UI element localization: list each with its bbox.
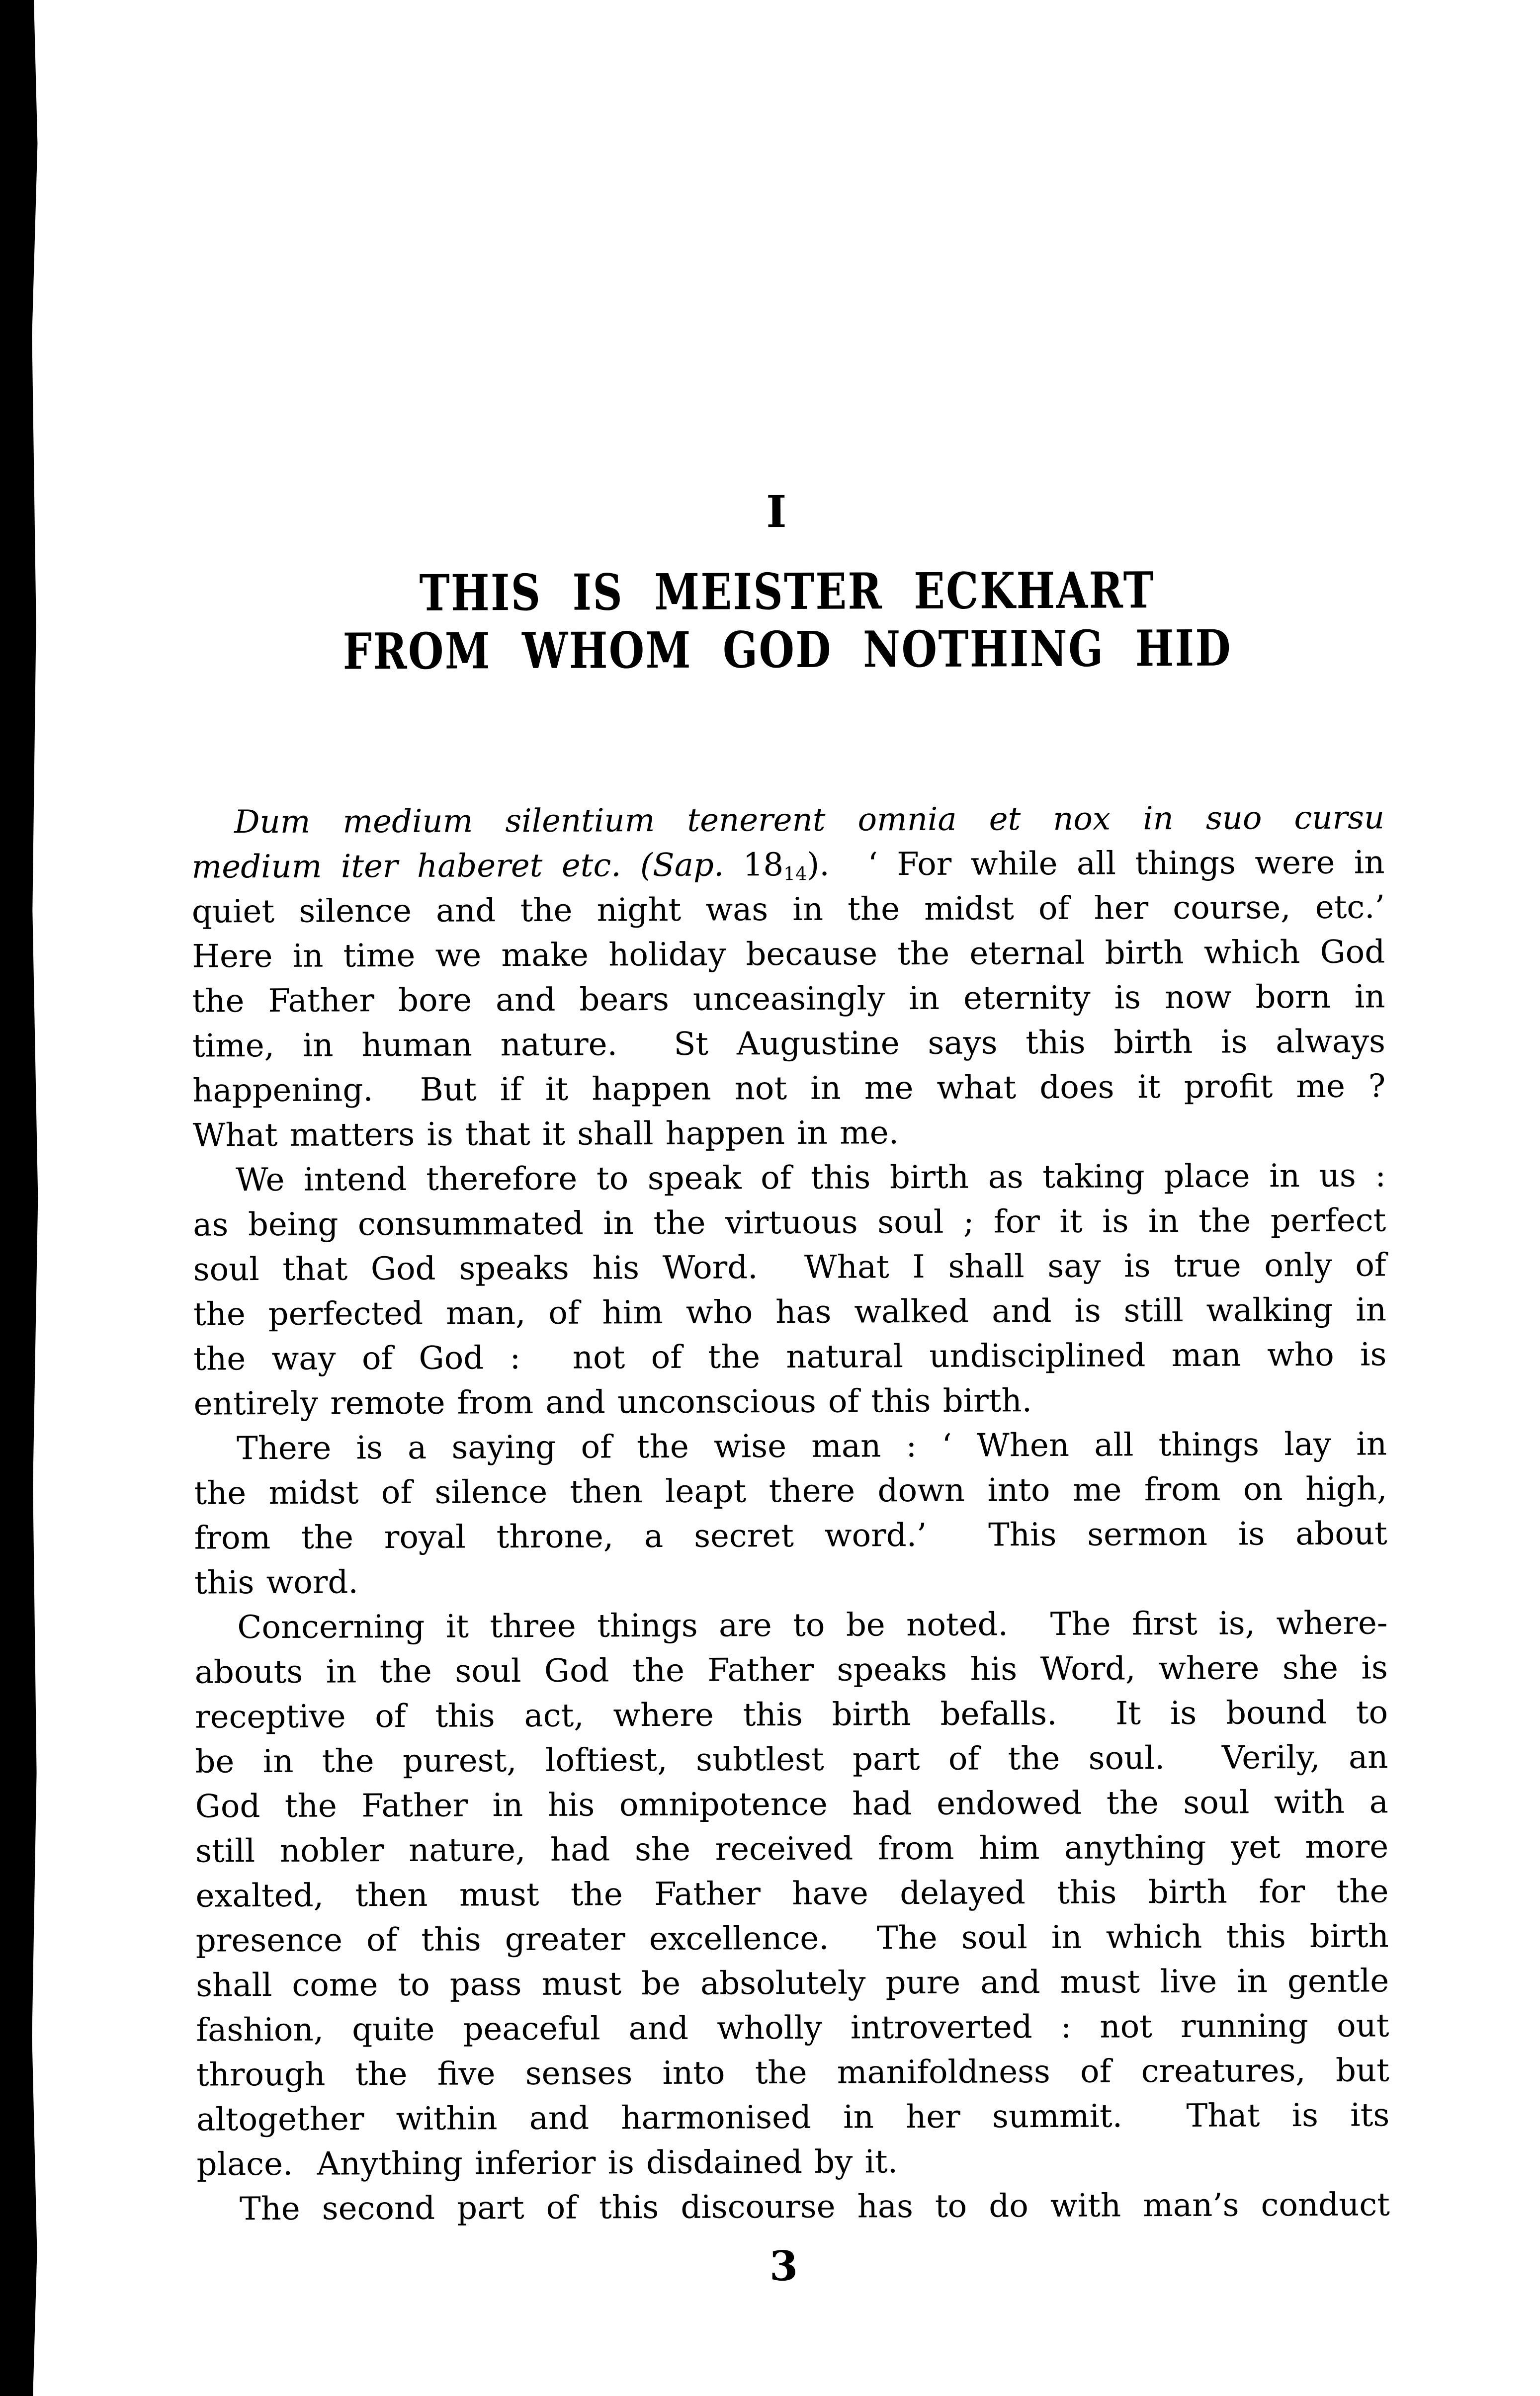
- body-text-run: from the royal throne, a secret word.’ This sermon is about: [194, 1515, 1387, 1557]
- body-line: [196, 1914, 1389, 1963]
- body-text-run: this word.: [194, 1564, 358, 1602]
- body-text-run: the Father bore and bears unceasingly in eternity is now born in: [192, 978, 1385, 1020]
- body-text-run: medium iter haberet etc. (Sap.: [191, 847, 743, 886]
- body-text-run: exalted, then must the Father have delayed this birth for the: [195, 1873, 1389, 1915]
- body-line: [195, 1824, 1388, 1874]
- body-text-run: fashion, quite peaceful and wholly introverted : not running out: [196, 2007, 1389, 2049]
- body-text-run: God the Father in his omnipotence had endowed the soul with a: [195, 1784, 1388, 1825]
- body-text: [191, 795, 1390, 2231]
- body-line: [193, 1287, 1386, 1337]
- body-text-run: quiet silence and the night was in the midst of her course, etc.’: [191, 889, 1385, 931]
- body-text-run: soul that God speaks his Word. What I shall say is true only of: [193, 1247, 1386, 1288]
- body-text-run: as being consummated in the virtuous soul ; for it is in the perfect: [193, 1202, 1386, 1244]
- body-text-run: 18: [743, 847, 784, 884]
- body-text-run: abouts in the soul God the Father speaks his Word, where she is: [194, 1649, 1388, 1691]
- body-text-run: presence of this greater excellence. The soul in which this birth: [195, 1918, 1389, 1960]
- body-text-run: Concerning it three things are to be noted. The first is, where-: [237, 1605, 1388, 1646]
- body-text-run: happening. But if it happen not in me what does it profit me ?: [192, 1068, 1386, 1110]
- body-text-run: The second part of this discourse has to do with man’s conduct: [239, 2186, 1390, 2228]
- body-text-run: place. Anything inferior is disdained by it.: [196, 2143, 898, 2183]
- body-line: [194, 1466, 1387, 1516]
- body-line: [197, 2182, 1390, 2231]
- body-text-run: There is a saying of the wise man : ‘ When all things lay in: [236, 1426, 1387, 1467]
- body-line: [192, 1064, 1385, 1113]
- body-text-run: We intend therefore to speak of this birth as taking place in us :: [235, 1157, 1386, 1199]
- chapter-title-line-2: FROM WHOM GOD NOTHING HID: [342, 618, 1232, 681]
- body-line: [195, 1690, 1388, 1739]
- body-text-run: ). ‘ For while all things were in: [807, 844, 1385, 883]
- body-text-run: entirely remote from and unconscious of this birth.: [193, 1382, 1032, 1423]
- body-line: [191, 840, 1384, 889]
- body-text-run: through the five senses into the manifoldness of creatures, but: [196, 2052, 1390, 2094]
- body-text-run: altogether within and harmonised in her summit. That is its: [196, 2097, 1390, 2139]
- body-line: [193, 1153, 1386, 1202]
- body-line: [196, 2003, 1389, 2053]
- citation-subscript: 14: [783, 863, 807, 885]
- body-text-run: time, in human nature. St Augustine says this birth is always: [192, 1023, 1386, 1065]
- body-text-run: Here in time we make holiday because the eternal birth which God: [192, 934, 1385, 975]
- body-line: [195, 1645, 1388, 1695]
- body-line: [196, 1959, 1389, 2008]
- body-line: [196, 2138, 1389, 2187]
- body-line: [192, 930, 1385, 979]
- body-line: [193, 1243, 1386, 1292]
- body-text-run: receptive of this act, where this birth befalls. It is bound to: [194, 1694, 1388, 1736]
- chapter-title: [0, 560, 1540, 682]
- body-line: [194, 1556, 1387, 1605]
- chapter-title-line-1: THIS IS MEISTER ECKHART: [419, 561, 1155, 622]
- body-text-run: Dum medium silentium tenerent omnia et nox in suo cursu: [234, 799, 1385, 841]
- body-text-run: the way of God : not of the natural undisciplined man who is: [193, 1336, 1387, 1378]
- body-text-run: What matters is that it shall happen in me.: [192, 1114, 899, 1154]
- body-text-run: the perfected man, of him who has walked and is still walking in: [193, 1291, 1387, 1333]
- body-line: [196, 2093, 1389, 2142]
- body-line: [195, 1780, 1388, 1829]
- body-line: [195, 1869, 1388, 1918]
- body-text-run: still nobler nature, had she received from him anything yet more: [195, 1828, 1389, 1870]
- body-text-run: shall come to pass must be absolutely pure and must live in gentle: [196, 1963, 1389, 2004]
- body-line: [192, 1019, 1385, 1068]
- body-line: [193, 1332, 1386, 1381]
- body-line: [191, 795, 1384, 845]
- body-line: [194, 1377, 1387, 1426]
- body-line: [192, 974, 1385, 1024]
- body-line: [194, 1422, 1387, 1471]
- body-line: [192, 1109, 1385, 1158]
- body-line: [193, 1198, 1386, 1247]
- body-line: [194, 1601, 1387, 1650]
- body-line: [192, 885, 1385, 934]
- body-text-run: be in the purest, loftiest, subtlest part of the soul. Verily, an: [195, 1739, 1388, 1781]
- chapter-numeral: I: [766, 486, 788, 538]
- body-text-run: the midst of silence then leapt there down into me from on high,: [194, 1470, 1387, 1512]
- page-number: 3: [769, 2242, 798, 2291]
- body-line: [195, 1735, 1388, 1784]
- body-line: [196, 2048, 1389, 2097]
- body-line: [194, 1511, 1387, 1560]
